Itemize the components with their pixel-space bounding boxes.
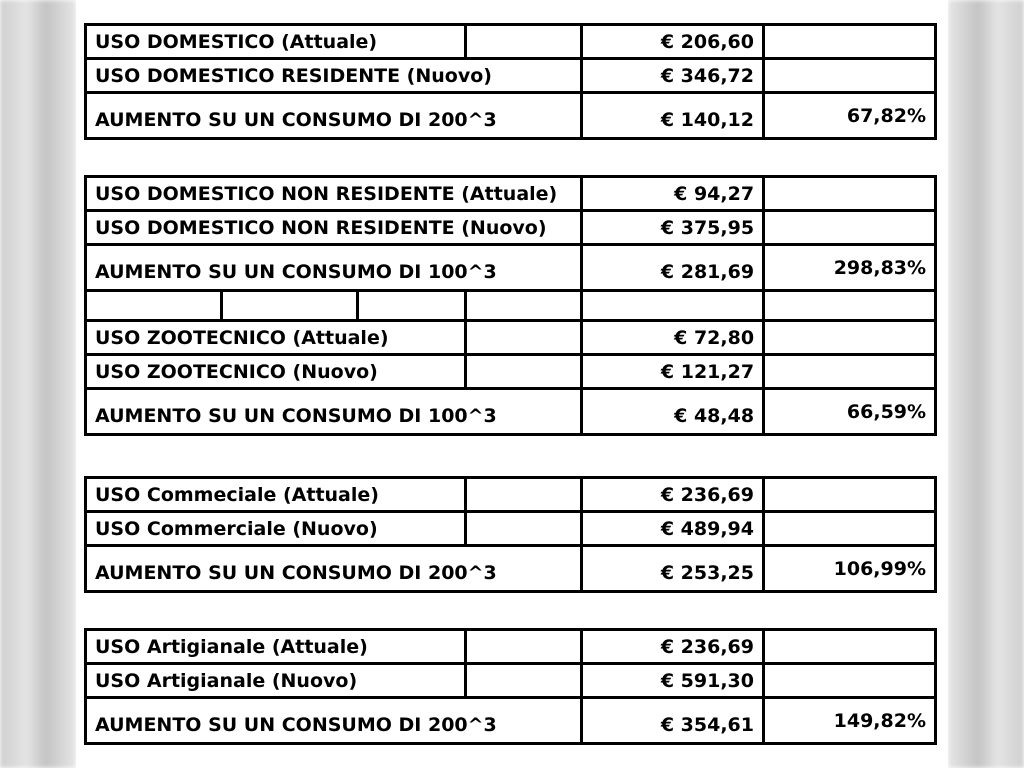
left-blur-border	[0, 0, 76, 768]
row-amount: € 121,27	[582, 355, 764, 389]
row-amount: € 72,80	[582, 321, 764, 355]
right-blur-border	[948, 0, 1024, 768]
empty-cell	[764, 211, 936, 245]
empty-cell	[764, 512, 936, 546]
empty-cell	[466, 664, 582, 698]
row-label: USO DOMESTICO (Attuale)	[86, 25, 466, 59]
empty-cell	[466, 25, 582, 59]
row-label: USO DOMESTICO NON RESIDENTE (Attuale)	[86, 177, 582, 211]
table-row-total	[86, 245, 936, 291]
table-row	[86, 177, 936, 211]
row-label: USO Commeciale (Attuale)	[86, 478, 466, 512]
empty-cell	[764, 630, 936, 664]
empty-cell	[582, 291, 764, 321]
row-label: USO DOMESTICO RESIDENTE (Nuovo)	[86, 59, 582, 93]
row-label: AUMENTO SU UN CONSUMO DI 100^3	[86, 389, 582, 435]
row-amount: € 236,69	[582, 478, 764, 512]
row-label: USO DOMESTICO NON RESIDENTE (Nuovo)	[86, 211, 582, 245]
table-row	[86, 211, 936, 245]
table-row-total	[86, 93, 936, 139]
row-amount: € 354,61	[582, 698, 764, 744]
increase-percent: 66,59%	[764, 389, 936, 435]
empty-cell	[466, 630, 582, 664]
row-label: USO Artigianale (Attuale)	[86, 630, 466, 664]
row-amount: € 206,60	[582, 25, 764, 59]
row-amount: € 375,95	[582, 211, 764, 245]
table-row	[86, 478, 936, 512]
table-row	[86, 512, 936, 546]
row-amount: € 236,69	[582, 630, 764, 664]
empty-cell	[358, 291, 466, 321]
table-row	[86, 355, 936, 389]
increase-percent: 298,83%	[764, 245, 936, 291]
empty-cell	[466, 291, 582, 321]
empty-cell	[764, 664, 936, 698]
table-uso-domestico	[84, 23, 937, 140]
empty-cell	[86, 291, 222, 321]
table-row	[86, 25, 936, 59]
row-label: AUMENTO SU UN CONSUMO DI 200^3	[86, 93, 582, 139]
empty-cell	[764, 321, 936, 355]
table-row-total	[86, 389, 936, 435]
row-amount: € 140,12	[582, 93, 764, 139]
row-label: USO ZOOTECNICO (Nuovo)	[86, 355, 466, 389]
row-amount: € 281,69	[582, 245, 764, 291]
empty-cell	[466, 321, 582, 355]
row-amount: € 591,30	[582, 664, 764, 698]
row-label: AUMENTO SU UN CONSUMO DI 100^3	[86, 245, 582, 291]
row-amount: € 489,94	[582, 512, 764, 546]
empty-cell	[466, 512, 582, 546]
row-label: AUMENTO SU UN CONSUMO DI 200^3	[86, 546, 582, 592]
row-amount: € 253,25	[582, 546, 764, 592]
table-row	[86, 59, 936, 93]
table-row	[86, 321, 936, 355]
empty-cell	[222, 291, 358, 321]
increase-percent: 106,99%	[764, 546, 936, 592]
empty-cell	[764, 291, 936, 321]
empty-cell	[764, 355, 936, 389]
empty-cell	[466, 355, 582, 389]
table-row	[86, 664, 936, 698]
empty-row	[86, 291, 936, 321]
increase-percent: 67,82%	[764, 93, 936, 139]
empty-cell	[764, 59, 936, 93]
table-uso-commerciale	[84, 476, 937, 593]
increase-percent: 149,82%	[764, 698, 936, 744]
row-label: AUMENTO SU UN CONSUMO DI 200^3	[86, 698, 582, 744]
row-amount: € 94,27	[582, 177, 764, 211]
empty-cell	[764, 478, 936, 512]
table-row-total	[86, 698, 936, 744]
empty-cell	[466, 478, 582, 512]
row-label: USO Artigianale (Nuovo)	[86, 664, 466, 698]
row-amount: € 48,48	[582, 389, 764, 435]
empty-cell	[764, 177, 936, 211]
row-label: USO Commerciale (Nuovo)	[86, 512, 466, 546]
table-row	[86, 630, 936, 664]
row-label: USO ZOOTECNICO (Attuale)	[86, 321, 466, 355]
table-uso-artigianale	[84, 628, 937, 745]
table-row-total	[86, 546, 936, 592]
table-non-residente-zootecnico	[84, 175, 937, 436]
row-amount: € 346,72	[582, 59, 764, 93]
empty-cell	[764, 25, 936, 59]
